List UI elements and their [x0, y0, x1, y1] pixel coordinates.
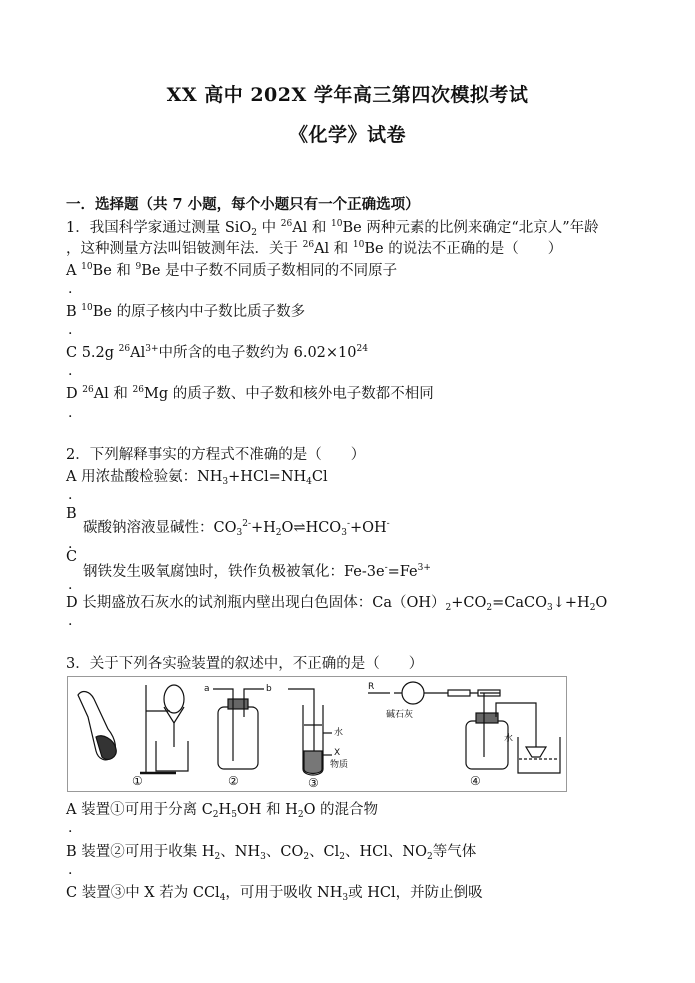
- funnel-bulb: [164, 685, 184, 713]
- q1-option-a[interactable]: A $^{10}$Be 和 $^9$Be 是中子数不同质子数相同的不同原子: [66, 262, 398, 279]
- label-b: b: [266, 684, 272, 694]
- option-dot: .: [68, 322, 73, 338]
- q2-option-c-letter: C: [66, 549, 78, 565]
- label-water-3: 水: [334, 728, 344, 738]
- option-dot: .: [68, 281, 73, 297]
- q2-option-b[interactable]: 碳酸钠溶液显碱性：$CO_3^{2-}+H_2O\rightleftharpoons HCO_3^-+OH^-$: [83, 519, 390, 538]
- option-dot: .: [68, 862, 73, 878]
- q1-option-c[interactable]: C 5.2g $^{26}Al^{3+}$中所含的电子数约为 $6.02\times 10^{24}$: [66, 344, 368, 361]
- label-apparatus-4: ④: [470, 774, 481, 788]
- q1-option-d[interactable]: D $^{26}$Al 和 $^{26}$Mg 的质子数、中子数和核外电子数都不相同: [66, 385, 434, 402]
- option-dot: .: [68, 820, 73, 836]
- q3-stem: 3．关于下列各实验装置的叙述中，不正确的是（ ）: [66, 656, 424, 672]
- label-apparatus-2: ②: [228, 774, 239, 788]
- q2-option-d[interactable]: D 长期盛放石灰水的试剂瓶内壁出现白色固体：$Ca(OH)_2+CO_2=CaCO_3↓+H_2O$: [66, 595, 608, 613]
- option-dot: .: [68, 363, 73, 379]
- option-dot: .: [68, 536, 73, 552]
- label-water-4: 水: [504, 734, 514, 744]
- flask-liquid: [96, 736, 116, 760]
- q2-stem: 2．下列解释事实的方程式不准确的是（ ）: [66, 447, 366, 463]
- label-soda-lime: 碱石灰: [386, 710, 414, 720]
- exam-subtitle: 《化学》试卷: [288, 124, 406, 146]
- gas-bottle-4: [466, 721, 508, 769]
- drying-bulb: [402, 682, 424, 704]
- label-substance: 物质: [330, 760, 349, 770]
- q1-stem-line2: ，这种测量方法叫铝铍测年法．关于 $^{26}$Al 和 $^{10}$Be 的说法不正确的是（ ）: [66, 240, 563, 257]
- q3-option-b[interactable]: B 装置②可用于收集 $H_2$、$NH_3$、$CO_2$、$Cl_2$、HCl、$NO_2$等气体: [66, 844, 477, 862]
- label-a: a: [204, 684, 210, 694]
- bottle-stopper-2: [228, 699, 248, 709]
- q1-stem-line1: 1．我国科学家通过测量 SiO$_2$ 中 $^{26}$Al 和 $^{10}$Be 两种元素的比例来确定“北京人”年龄: [66, 219, 599, 238]
- q1-option-b[interactable]: B $^{10}$Be 的原子核内中子数比质子数多: [66, 303, 306, 320]
- label-r: R: [368, 682, 375, 692]
- gas-bottle-2: [218, 707, 258, 769]
- option-dot: .: [68, 405, 73, 421]
- q3-option-a[interactable]: A 装置①可用于分离 $C_2H_5OH$ 和 $H_2O$ 的混合物: [66, 802, 379, 820]
- apparatus-figure: [67, 676, 567, 792]
- q3-option-c[interactable]: C 装置③中 X 若为 CCl$_4$，可用于吸收 $NH_3$或 HCl，并防止倒吸: [66, 885, 483, 903]
- label-apparatus-3: ③: [308, 776, 319, 790]
- option-dot: .: [68, 487, 73, 503]
- connector-1: [448, 690, 470, 696]
- bottle-tube-out: [496, 703, 536, 747]
- bottle-stopper-4: [476, 713, 498, 723]
- option-dot: .: [68, 577, 73, 593]
- option-dot: .: [68, 613, 73, 629]
- label-apparatus-1: ①: [132, 774, 143, 788]
- q2-option-a[interactable]: A 用浓盐酸检验氨：$NH_3+HCl=NH_4Cl$: [66, 469, 328, 487]
- label-x: X: [334, 748, 341, 758]
- exam-title: XX 高中 202X 学年高三第四次模拟考试: [166, 84, 529, 106]
- q2-option-c[interactable]: 钢铁发生吸氧腐蚀时，铁作负极被氧化：$Fe-3e^-=Fe^{3+}$: [83, 563, 431, 580]
- beaker-4: [518, 737, 560, 773]
- apparatus-drawing: [68, 677, 566, 791]
- section-heading: 一．选择题（共 7 小题，每个小题只有一个正确选项）: [66, 196, 420, 213]
- inverted-funnel: [526, 747, 546, 757]
- beaker-1: [156, 741, 188, 771]
- q2-option-b-letter: B: [66, 506, 77, 522]
- x-substance-layer: [304, 751, 322, 774]
